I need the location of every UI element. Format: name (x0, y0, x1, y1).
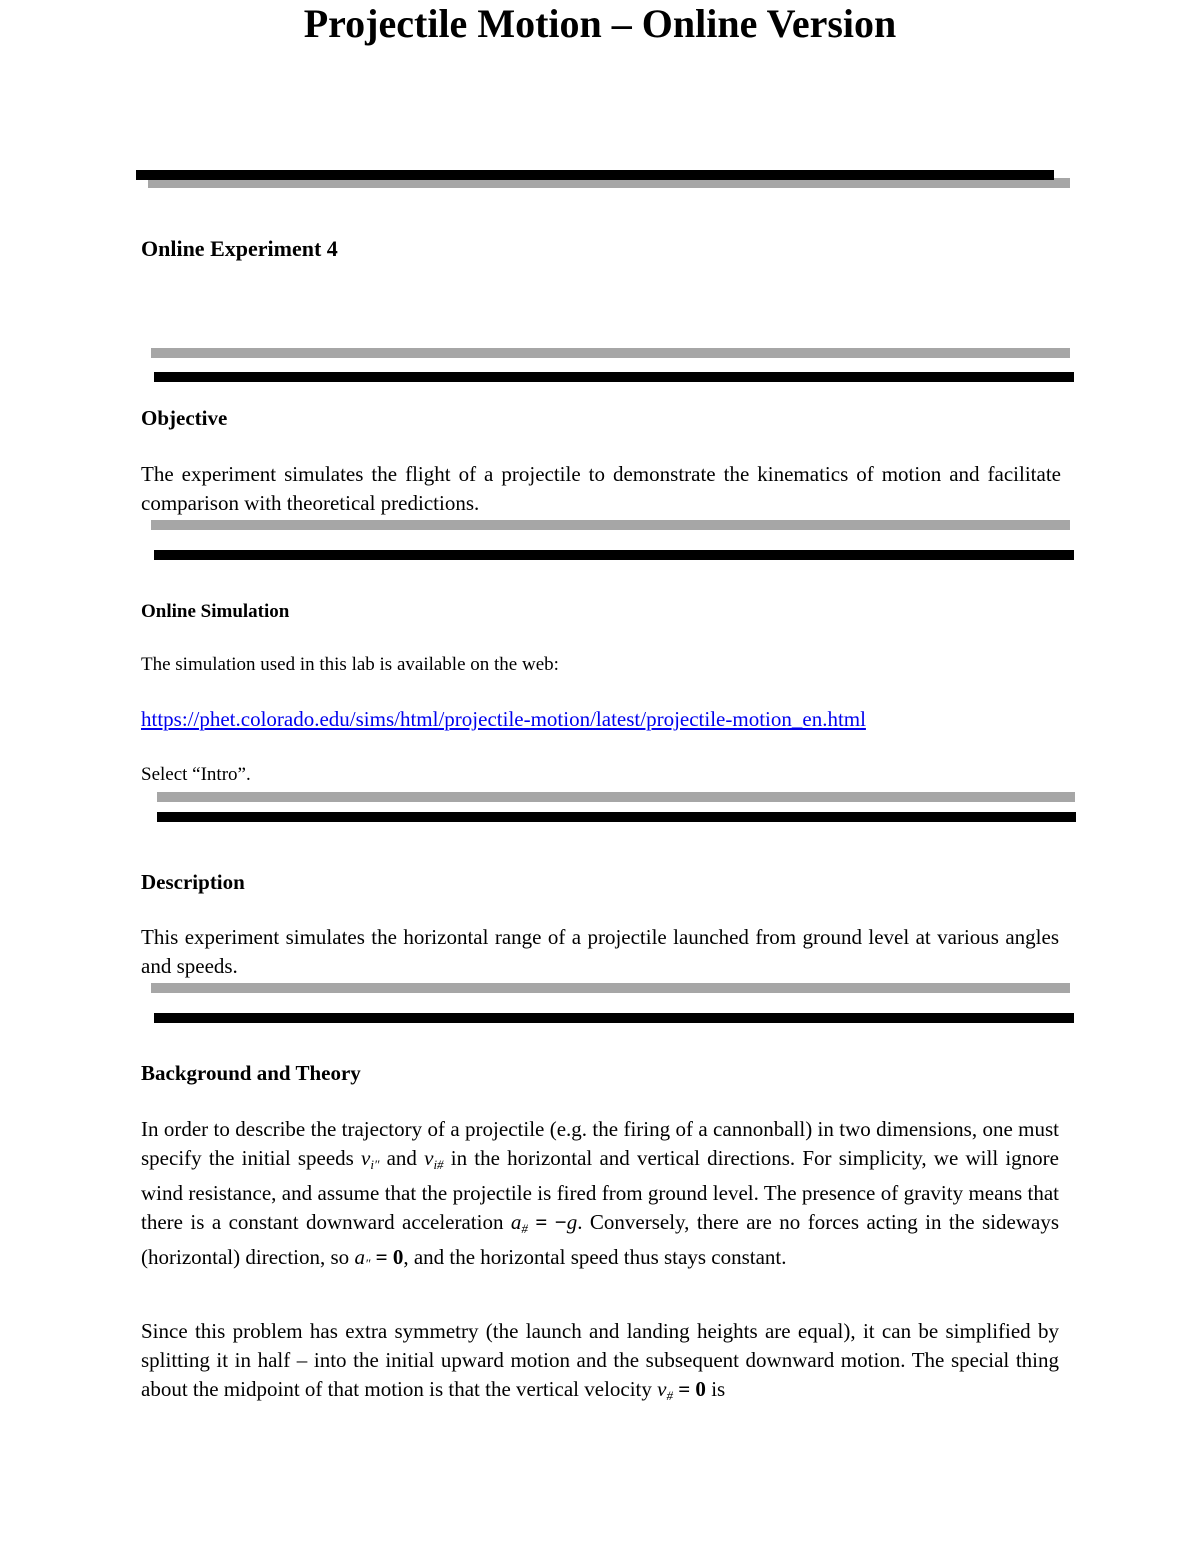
simulation-instruction: Select “Intro”. (141, 764, 251, 785)
vy-symbol: v (657, 1377, 667, 1401)
v0y-symbol: v (424, 1146, 434, 1170)
v0x-symbol: v (361, 1146, 371, 1170)
simulation-rule-gray (157, 792, 1075, 802)
p1-text-6: = 0 (370, 1245, 404, 1269)
top-rule (136, 170, 1054, 180)
background-paragraph-2 (141, 1317, 1059, 1410)
objective-rule-gray (151, 520, 1070, 530)
p1-text-4: = − (527, 1210, 567, 1234)
background-paragraph-1 (141, 1115, 1059, 1278)
title-rule-black (154, 372, 1074, 382)
description-body: This experiment simulates the horizontal range of a projectile launched from ground level at various angles and speeds. (141, 925, 1059, 978)
p2-text-3: is (705, 1377, 726, 1401)
objective-body: The experiment simulates the flight of a projectile to demonstrate the kinematics of motion and facilitate comparison with theoretical predictions. (141, 462, 1061, 515)
simulation-heading: Online Simulation (141, 601, 290, 622)
simulation-rule-black (157, 812, 1076, 822)
v0x-subscript: i″ (370, 1157, 380, 1172)
g-symbol: g (566, 1210, 578, 1234)
description-rule-black (154, 1013, 1074, 1023)
background-heading: Background and Theory (141, 1061, 361, 1085)
title-rule-gray (151, 348, 1070, 358)
ax-symbol: a (354, 1245, 365, 1269)
p1-text-5: . Conversely, there are no forces acting in the sideways (horizontal) direction, so (141, 1210, 1060, 1269)
p1-text-7: , and the horizontal speed thus stays constant. (403, 1245, 787, 1269)
ax-subscript: ″ (364, 1256, 371, 1271)
experiment-label: Online Experiment 4 (141, 236, 338, 261)
ay-symbol: a (510, 1210, 522, 1234)
simulation-link[interactable]: https://phet.colorado.edu/sims/html/projectile-motion/latest/projectile-motion_en.html (141, 707, 866, 731)
p2-text-1: Since this problem has extra symmetry (the launch and landing heights are equal), it can be simplified by splitting it in half – into the initial upward motion and the subsequent downward motion. The special thing about the midpoint of that motion is that the vertical velocity (141, 1319, 1059, 1401)
vy-subscript: # (666, 1388, 673, 1403)
p2-text-2: = 0 (672, 1377, 706, 1401)
p1-text-1: In order to describe the trajectory of a projectile (e.g. the firing of a cannonball) in two dimensions, one must specify the initial speeds (141, 1117, 1059, 1170)
objective-rule-black (154, 550, 1074, 560)
v0y-subscript: i# (433, 1157, 444, 1172)
description-heading: Description (141, 870, 245, 894)
objective-heading: Objective (141, 406, 228, 430)
document-title: Projectile Motion – Online Version (303, 1, 897, 46)
simulation-intro: The simulation used in this lab is available on the web: (141, 654, 559, 675)
description-rule-gray (151, 983, 1070, 993)
p1-text-3: in the horizontal and vertical directions. For simplicity, we will ignore wind resistance, and assume that the projectile is fired from ground level. The presence of gravity means that there is a constant downward acceleration (141, 1146, 1059, 1234)
ay-subscript: # (521, 1221, 528, 1236)
p1-text-2: and (379, 1146, 425, 1170)
